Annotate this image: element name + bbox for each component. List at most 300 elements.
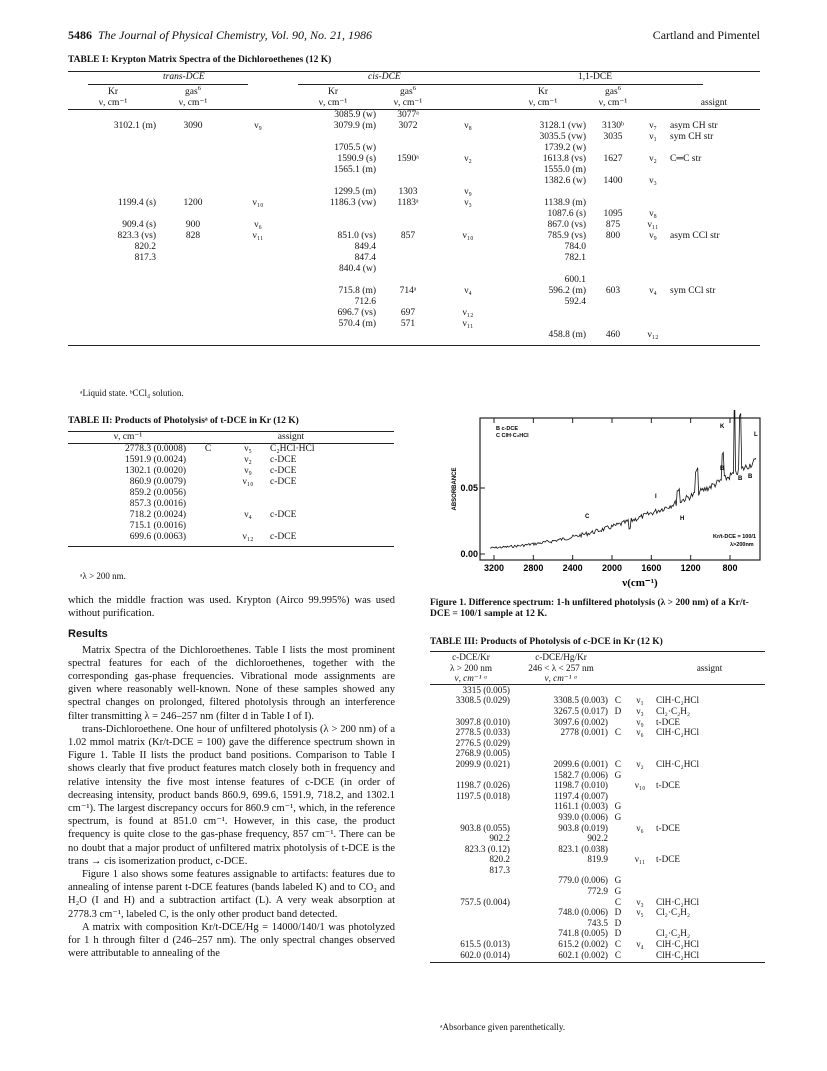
t3-th-2a: c-DCE/Hg/Kr — [535, 652, 587, 662]
table-cell: 772.9 — [587, 886, 608, 897]
table-cell — [228, 209, 288, 220]
table-cell — [228, 275, 288, 286]
table-cell — [188, 455, 228, 466]
table-cell — [430, 918, 512, 929]
t3-th-1c: ν, cm⁻¹ ᵃ — [454, 673, 488, 684]
table-cell — [638, 165, 668, 176]
th-kr: Kr — [537, 87, 549, 97]
table-cell — [638, 319, 668, 330]
th-gas-label: gas — [400, 87, 413, 97]
table3-row — [430, 928, 765, 939]
table-cell — [610, 791, 626, 802]
table-cell: C═C str — [670, 154, 702, 164]
table-cell — [626, 801, 654, 812]
table-cell — [228, 330, 288, 341]
table-cell: ν₉ — [464, 187, 472, 197]
table-cell — [668, 308, 760, 319]
table1-row — [68, 286, 760, 297]
table-cell: ν₄ — [244, 510, 252, 520]
table-cell — [228, 286, 288, 297]
table-cell: 697 — [400, 308, 416, 318]
table-cell — [158, 275, 228, 286]
x-tick-label: 2000 — [601, 563, 623, 573]
table-cell — [626, 812, 654, 823]
table-cell: 1200 — [183, 198, 203, 208]
table-cell: 1400 — [603, 176, 623, 186]
table-cell — [654, 801, 765, 812]
table-cell — [188, 477, 228, 488]
authors: Cartland and Pimentel — [652, 28, 760, 42]
table-cell — [430, 907, 512, 918]
table-cell — [626, 875, 654, 886]
table-cell: 1565.1 (m) — [333, 165, 376, 175]
inset-label-2: λ>200nm — [730, 542, 754, 548]
table2-row — [68, 521, 394, 532]
table-cell — [430, 770, 512, 781]
table-cell: 592.4 — [564, 297, 586, 307]
table3-row — [430, 770, 765, 781]
th-gas: gas$^6$ — [185, 84, 201, 97]
table3-row — [430, 780, 765, 791]
table3-row — [430, 918, 765, 929]
table-cell — [438, 110, 498, 122]
th-unit: ν, cm⁻¹ — [393, 98, 423, 108]
table3-row — [430, 897, 765, 908]
figure1-plot — [430, 410, 770, 610]
table3-row — [430, 801, 765, 812]
table-cell: 1739.2 (w) — [544, 143, 586, 153]
table-cell: C — [614, 695, 622, 706]
table3-row — [430, 706, 765, 717]
table-cell: C — [614, 939, 622, 950]
table-cell — [158, 143, 228, 154]
table3-footnote: ᵃAbsorbance given parenthetically. — [440, 1022, 566, 1032]
table3-row — [430, 886, 765, 897]
th-gas: gas$^6$ — [605, 84, 621, 97]
table1-row — [68, 231, 760, 242]
table-cell: G — [614, 875, 622, 886]
table1-footnote: ᵃLiquid state. ᵇCCl₄ solution. — [80, 388, 184, 398]
table3-row — [430, 865, 765, 876]
table-cell — [668, 330, 760, 341]
table-cell — [438, 242, 498, 253]
table-cell — [68, 187, 158, 198]
table-cell — [438, 220, 498, 231]
table-cell: 1197.4 (0.007) — [553, 790, 608, 801]
table-cell: 757.5 (0.004) — [460, 896, 510, 907]
x-tick-label: 1200 — [680, 563, 701, 573]
table-cell: 743.5 — [587, 917, 608, 928]
peak-label: B — [720, 466, 725, 472]
table-cell — [654, 918, 765, 929]
table3-grid — [430, 652, 765, 960]
table-cell: 823.3 (0.12) — [464, 843, 510, 854]
table-cell — [188, 466, 228, 477]
table-cell — [498, 264, 588, 275]
table-cell: 1555.0 (m) — [543, 165, 586, 175]
table3-row — [430, 833, 765, 844]
table1-row — [68, 165, 760, 176]
table-cell — [430, 886, 512, 897]
table2-row — [68, 466, 394, 477]
table-cell: ν₄ — [636, 939, 644, 950]
table-cell — [588, 143, 638, 154]
legend-entry: B c-DCE — [496, 426, 519, 432]
table-cell: ν₉ — [254, 121, 262, 131]
table-cell — [158, 165, 228, 176]
table-cell: 779.0 (0.006) — [558, 875, 608, 886]
table-cell — [268, 499, 394, 510]
peak-label: H — [680, 516, 685, 522]
table-cell — [438, 297, 498, 308]
table1-row — [68, 121, 760, 132]
table-cell — [654, 684, 765, 695]
table-cell: 571 — [400, 319, 416, 329]
table-cell — [654, 833, 765, 844]
table-cell: ν₄ — [464, 286, 472, 296]
table1-grid — [68, 84, 760, 341]
table-cell — [588, 308, 638, 319]
th-gas-label: gas — [605, 87, 618, 97]
table-cell — [610, 684, 626, 695]
table-cell: 860.9 (0.0079) — [129, 477, 186, 487]
table-cell — [626, 865, 654, 876]
table-cell: 3308.5 (0.029) — [455, 695, 510, 706]
table3-row — [430, 717, 765, 728]
table-cell — [610, 738, 626, 749]
table-cell: 458.8 (m) — [548, 330, 586, 340]
table-cell — [228, 176, 288, 187]
table2-row — [68, 444, 394, 456]
table-cell — [498, 319, 588, 330]
table-cell: 715.8 (m) — [338, 286, 376, 296]
journal-name: The Journal of Physical Chemistry, Vol. 90, No. 21, 1986 — [98, 28, 372, 42]
table1-body — [68, 110, 760, 342]
table-cell: 3079.9 (m) — [333, 121, 376, 131]
table-cell — [68, 154, 158, 165]
table-cell: 2778.5 (0.033) — [455, 727, 510, 738]
table-cell — [668, 319, 760, 330]
table-cell: 714ᵃ — [399, 286, 417, 296]
table-cell — [158, 308, 228, 319]
table-cell — [68, 110, 158, 122]
table-cell — [228, 308, 288, 319]
table-cell: G — [614, 811, 622, 822]
table2 — [68, 431, 394, 547]
table-cell — [378, 165, 438, 176]
y-tick-label: 0.00 — [460, 549, 478, 559]
table3-row — [430, 939, 765, 950]
table-cell — [654, 791, 765, 802]
table-cell — [288, 275, 378, 286]
legend-entry: C ClH·C₂HCl — [496, 433, 529, 439]
table-cell — [588, 110, 638, 122]
table-cell — [626, 928, 654, 939]
para-2: trans-Dichloroethene. One hour of unfiltered photolysis (λ > 200 nm) of a 1.02 mmol matrix (Kr/t-DCE = 100) gave the difference spectrum shown in Figure 1. Table II lists the product band positions. Comparison to Table I shows clearly that five product features match closely both in frequency and relative intensity the five most intense features of c-DCE (in order of decreasing intensity, product bands 860.9, 699.6, 1591.9, 718.2, and 1302.1 cm⁻¹). The largest discrepancy occurs for 860.9 cm⁻¹, which, in the reference spectrum, is found at 851.0 cm⁻¹. However, in this case, the product frequency is quite close to the gas-phase frequency, 857 cm⁻¹. There can be no doubt that a major product of unfiltered matrix photolysis of t-DCE is the trans → cis isomerization product, c-DCE. — [68, 723, 395, 867]
table-cell — [498, 110, 588, 122]
table-cell: 1198.7 (0.010) — [553, 780, 608, 791]
peak-label: C — [585, 514, 590, 520]
table-cell: 909.4 (s) — [122, 220, 156, 230]
table-cell: 1197.5 (0.018) — [455, 790, 510, 801]
table-cell — [638, 110, 668, 122]
table-cell — [610, 823, 626, 834]
table1-row — [68, 297, 760, 308]
table-cell: t-DCE — [656, 780, 680, 791]
table-cell — [68, 132, 158, 143]
table1-row — [68, 176, 760, 187]
table-cell: 718.2 (0.0024) — [129, 510, 186, 520]
table-cell — [378, 297, 438, 308]
table-cell: 817.3 — [134, 253, 156, 263]
table-cell — [378, 330, 438, 341]
table1-row — [68, 319, 760, 330]
table-cell — [378, 176, 438, 187]
table-cell — [228, 165, 288, 176]
table-cell — [588, 297, 638, 308]
table-cell: 1299.5 (m) — [333, 187, 376, 197]
table-cell: 603 — [605, 286, 621, 296]
table-cell — [626, 748, 654, 759]
table-cell: ν₁₂ — [647, 330, 659, 340]
table-cell — [430, 875, 512, 886]
table-cell — [228, 143, 288, 154]
table-cell — [430, 706, 512, 717]
table-cell: 3035.5 (vw) — [539, 132, 586, 142]
table-cell — [288, 132, 378, 143]
table-cell: 2099.9 (0.021) — [455, 758, 510, 769]
th-gas: gas$^6$ — [400, 84, 416, 97]
table-cell — [668, 264, 760, 275]
x-tick-label: 2400 — [562, 563, 583, 573]
table-cell: 712.6 — [354, 297, 376, 307]
table-cell — [438, 176, 498, 187]
figure1-caption-text: Figure 1. Difference spectrum: 1-h unfiltered photolysis (λ > 200 nm) of a Kr/t-DCE = 100/1 sample at 12 K. — [430, 598, 749, 619]
inset-label: Kr/t-DCE = 100/1 — [713, 534, 756, 540]
th-unit: ν, cm⁻¹ — [178, 98, 208, 108]
table-cell — [588, 253, 638, 264]
table-cell — [498, 187, 588, 198]
table-cell — [498, 308, 588, 319]
table-cell — [626, 844, 654, 855]
table-cell — [638, 308, 668, 319]
table-cell: D — [614, 928, 622, 939]
peak-label: L — [754, 432, 758, 438]
table-cell — [638, 297, 668, 308]
t2-th-assign: assignt — [277, 432, 305, 442]
table-cell — [158, 176, 228, 187]
table3-row — [430, 695, 765, 706]
table1-row — [68, 220, 760, 231]
table3-row — [430, 738, 765, 749]
table-cell: C — [614, 949, 622, 960]
table-cell: 823.3 (vs) — [117, 231, 156, 241]
table-cell — [288, 220, 378, 231]
table-cell — [68, 286, 158, 297]
table-cell: 820.2 — [489, 854, 510, 865]
table-cell: 1198.7 (0.026) — [455, 780, 510, 791]
table-cell: 1382.6 (w) — [544, 176, 586, 186]
table-cell — [68, 176, 158, 187]
t3-th-2b: 246 < λ < 257 nm — [528, 662, 594, 673]
table-cell: 715.1 (0.0016) — [129, 521, 186, 531]
table-cell — [378, 143, 438, 154]
table1-row — [68, 330, 760, 341]
table-cell: 1183ᵃ — [397, 198, 419, 208]
table-cell — [626, 886, 654, 897]
table-cell — [228, 264, 288, 275]
table-cell — [158, 297, 228, 308]
table-cell: 1627 — [603, 154, 623, 164]
t3-th-1b: λ > 200 nm — [449, 662, 493, 673]
table-cell — [654, 770, 765, 781]
table-cell: 3267.5 (0.017) — [553, 705, 608, 716]
table-cell — [438, 330, 498, 341]
table-cell — [668, 297, 760, 308]
table1-row — [68, 110, 760, 122]
table-cell — [626, 791, 654, 802]
table-cell: ν₃ — [636, 705, 644, 716]
table-cell — [588, 198, 638, 209]
table-cell — [68, 308, 158, 319]
table-cell — [378, 253, 438, 264]
table-cell — [228, 319, 288, 330]
table-cell: 1186.3 (vw) — [329, 198, 376, 208]
table-cell — [626, 684, 654, 695]
table-cell — [654, 875, 765, 886]
table-cell: 3102.1 (m) — [113, 121, 156, 131]
table-cell: 828 — [185, 231, 201, 241]
table-cell: ν₈ — [649, 209, 657, 219]
table-cell — [668, 275, 760, 286]
table-cell — [610, 844, 626, 855]
table-cell: c-DCE — [270, 466, 297, 476]
table3-row — [430, 791, 765, 802]
page-header — [68, 28, 760, 43]
table-cell: asym CCl str — [670, 231, 720, 241]
table-cell: ν₁₁ — [634, 854, 646, 865]
table-cell — [228, 297, 288, 308]
table-cell: c-DCE — [270, 532, 297, 542]
para-4: A matrix with composition Kr/t-DCE/Hg = 14000/140/1 was photolyzed for 1 h through filter d (246–257 nm). The only spectral changes observed were attributable to annealing of the — [68, 921, 395, 960]
table-cell: 615.5 (0.013) — [460, 939, 510, 950]
table-cell — [438, 264, 498, 275]
table-cell — [638, 198, 668, 209]
peak-label: I — [655, 494, 657, 500]
th-gas-label: gas — [185, 87, 198, 97]
table-cell — [158, 242, 228, 253]
table-cell: G — [614, 801, 622, 812]
table-cell: 2778 (0.001) — [560, 727, 608, 738]
table-cell — [638, 264, 668, 275]
spectrum-trace — [490, 410, 756, 548]
table-cell — [668, 143, 760, 154]
table-cell — [512, 865, 610, 876]
th-unit: ν, cm⁻¹ — [528, 98, 558, 108]
table-cell — [158, 264, 228, 275]
table2-row — [68, 499, 394, 510]
para-3: Figure 1 also shows some features assignable to artifacts: features due to annealing of intense parent t-DCE features (bands labeled K) and to CO₂ and H₂O (I and H) and a subtraction artifact (L). A very weak absorption at 2778.3 cm⁻¹, labeled C, is the only other product band detected. — [68, 869, 395, 920]
table-cell: ν₆ — [254, 220, 262, 230]
table-cell: 902.2 — [489, 833, 510, 844]
table3-row — [430, 684, 765, 695]
table1-row — [68, 187, 760, 198]
t2-th-freq: ν, cm⁻¹ — [113, 432, 143, 442]
table3-row — [430, 844, 765, 855]
table-cell: ν₁₀ — [462, 231, 474, 241]
table-cell: 570.4 (m) — [338, 319, 376, 329]
figure1-caption — [430, 598, 765, 620]
table-cell: 748.0 (0.006) — [558, 907, 608, 918]
table-cell: ClH·C₂HCl — [656, 939, 700, 950]
table1-row — [68, 308, 760, 319]
table-cell — [588, 187, 638, 198]
table-cell: ClH·C₂HCl — [656, 758, 700, 769]
table-cell — [638, 242, 668, 253]
page-number: 5486 — [68, 28, 92, 42]
table-cell — [438, 143, 498, 154]
table-cell: ν₁₂ — [462, 308, 474, 318]
table-cell: 785.9 (vs) — [547, 231, 586, 241]
table2-row — [68, 488, 394, 499]
table-cell — [158, 209, 228, 220]
para-0: which the middle fraction was used. Krypton (Airco 99.995%) was used without purification. — [68, 595, 395, 620]
table-cell — [638, 253, 668, 264]
table-cell: C₂HCl·HCl — [270, 444, 315, 454]
table-cell: ν₁₀ — [242, 477, 254, 487]
table-cell: 1590ᵃ — [397, 154, 419, 164]
table2-row — [68, 532, 394, 543]
table-cell: 1590.9 (s) — [337, 154, 376, 164]
table-cell: ν₁₀ — [634, 780, 646, 791]
table-cell: 602.1 (0.002) — [558, 949, 608, 960]
table3-row — [430, 950, 765, 961]
table-cell — [228, 521, 268, 532]
table1-row — [68, 264, 760, 275]
table-cell: 1095 — [603, 209, 623, 219]
table-cell — [638, 187, 668, 198]
table-cell: c-DCE — [270, 477, 297, 487]
table-cell: 3090 — [183, 121, 203, 131]
table-cell: 903.8 (0.019) — [558, 822, 608, 833]
table-cell: ν₂ — [636, 758, 644, 769]
table-cell: 696.7 (vs) — [337, 308, 376, 318]
table-cell: 1138.9 (m) — [544, 198, 586, 208]
table3-caption: TABLE III: Products of Photolysis of c-DCE in Kr (12 K) — [430, 637, 663, 647]
table-cell: 1582.7 (0.006) — [553, 769, 608, 780]
th-assign: assignt — [700, 98, 728, 108]
table3-row — [430, 748, 765, 759]
table-cell: 2099.6 (0.001) — [553, 758, 608, 769]
table-cell — [438, 209, 498, 220]
table-cell — [438, 253, 498, 264]
table-cell: 741.8 (0.005) — [558, 928, 608, 939]
table-cell — [610, 833, 626, 844]
table3 — [430, 651, 765, 963]
table-cell: sym CCl str — [670, 286, 716, 296]
table-cell: 3072 — [398, 121, 418, 131]
table-cell — [654, 886, 765, 897]
table-cell: sym CH str — [670, 132, 714, 142]
table-cell — [68, 275, 158, 286]
table-cell: 460 — [605, 330, 621, 340]
table-cell: ν₇ — [649, 121, 657, 131]
group-cis: cis-DCE — [368, 72, 401, 82]
table-cell: asym CH str — [670, 121, 718, 131]
table-cell — [228, 132, 288, 143]
table-cell — [68, 209, 158, 220]
table-cell: 782.1 — [564, 253, 586, 263]
